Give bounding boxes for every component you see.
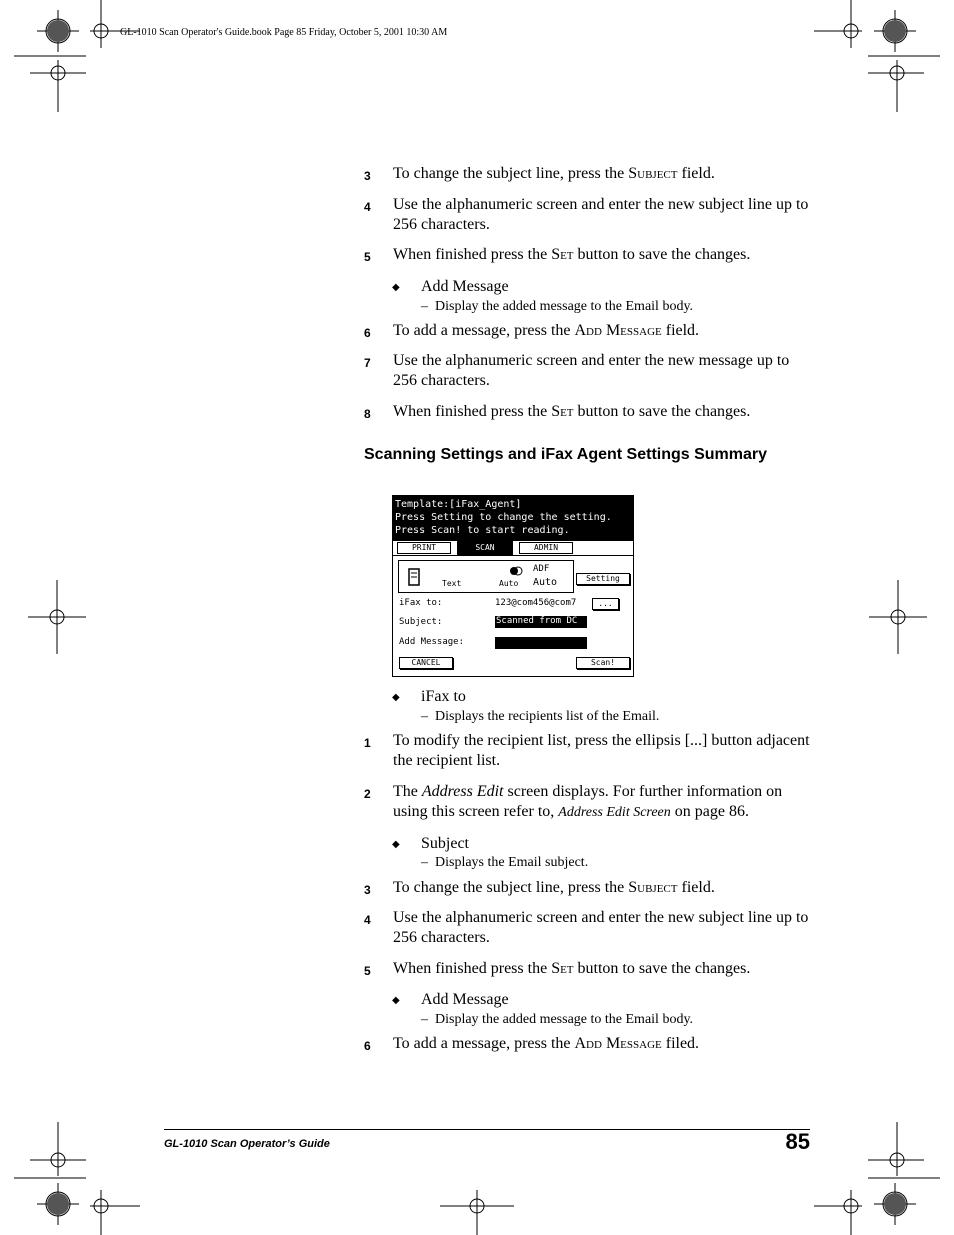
document-icon	[407, 567, 421, 587]
step-5-save: 5 When finished press the Set button to save the changes.	[364, 246, 751, 264]
tab-admin[interactable]: ADMIN	[519, 542, 573, 554]
ifax-to-label: iFax to:	[399, 598, 443, 608]
step-8-save: 8 When finished press the Set button to save the changes.	[364, 403, 751, 421]
bullet-add-message: ◆ Add Message	[392, 277, 509, 297]
step-6-message: 6 To add a message, press the Add Message field.	[364, 322, 700, 340]
ellipsis-button[interactable]: ...	[592, 598, 619, 610]
setting-button[interactable]: Setting	[576, 573, 630, 585]
bullet-ifax-to-desc: – Displays the recipients list of the Email.	[421, 709, 660, 724]
step-3-subject-2: 3 To change the subject line, press the Subject field.	[364, 879, 715, 897]
subject-label: Subject:	[399, 617, 443, 627]
step-1-recipients: 1 To modify the recipient list, press the ellipsis [...] button adjacent the recipient list.	[364, 732, 810, 769]
diamond-bullet-icon: ◆	[392, 282, 400, 293]
add-message-field[interactable]	[495, 637, 587, 649]
diamond-bullet-icon: ◆	[392, 692, 400, 703]
tab-scan[interactable]: SCAN	[458, 542, 512, 554]
bullet-add-message-2-desc: – Display the added message to the Email body.	[421, 1012, 694, 1027]
bullet-ifax-to: ◆ iFax to	[392, 687, 466, 707]
diamond-bullet-icon: ◆	[392, 839, 400, 850]
scan-button[interactable]: Scan!	[576, 657, 630, 669]
book-header-line: GL-1010 Scan Operator's Guide.book Page 85 Friday, October 5, 2001 10:30 AM	[120, 27, 448, 38]
step-7-message-input: 7 Use the alphanumeric screen and enter the new message up to 256 characters.	[364, 352, 790, 389]
ifax-screen-illustration	[392, 495, 634, 677]
tab-print[interactable]: PRINT	[397, 542, 451, 554]
add-message-label: Add Message:	[399, 637, 465, 647]
bullet-add-message-desc: – Display the added message to the Email body.	[421, 299, 694, 314]
bullet-add-message-2: ◆ Add Message	[392, 990, 509, 1010]
section-heading: Scanning Settings and iFax Agent Settings Summary	[364, 446, 768, 463]
step-6-message-2: 6 To add a message, press the Add Message filed.	[364, 1035, 700, 1053]
step-4-subject-input-2: 4 Use the alphanumeric screen and enter the new subject line up to 256 characters.	[364, 909, 809, 946]
cancel-button[interactable]: CANCEL	[399, 657, 453, 669]
contrast-icon	[509, 566, 523, 576]
ifax-to-value: 123@com456@com7	[495, 598, 577, 608]
diamond-bullet-icon: ◆	[392, 995, 400, 1006]
screen-message-area: Template:[iFax_Agent] Press Setting to change the setting. Press Scan! to start reading.	[393, 496, 633, 541]
text-mode-label: Text	[442, 579, 462, 588]
footer-rule	[164, 1129, 810, 1130]
adf-label: ADF	[533, 564, 550, 574]
screen-tab-bar	[393, 541, 633, 556]
adf-auto-value: Auto	[533, 577, 558, 588]
step-2-address-edit: 2 The Address Edit screen displays. For further information on using this screen refer to, Address Edit Screen on page 86.	[364, 783, 783, 820]
bullet-subject-desc: – Displays the Email subject.	[421, 855, 589, 870]
subject-field[interactable]: Scanned from DC	[495, 616, 587, 628]
step-3-subject: 3 To change the subject line, press the Subject field.	[364, 165, 715, 183]
scan-mode-panel[interactable]	[398, 560, 574, 593]
footer-guide-title: GL-1010 Scan Operator’s Guide	[164, 1138, 330, 1150]
step-5-save-2: 5 When finished press the Set button to save the changes.	[364, 960, 751, 978]
step-4-subject-input: 4 Use the alphanumeric screen and enter the new subject line up to 256 characters.	[364, 196, 809, 233]
bullet-subject: ◆ Subject	[392, 834, 469, 854]
page-number: 85	[785, 1129, 810, 1154]
density-auto-label: Auto	[499, 579, 519, 588]
